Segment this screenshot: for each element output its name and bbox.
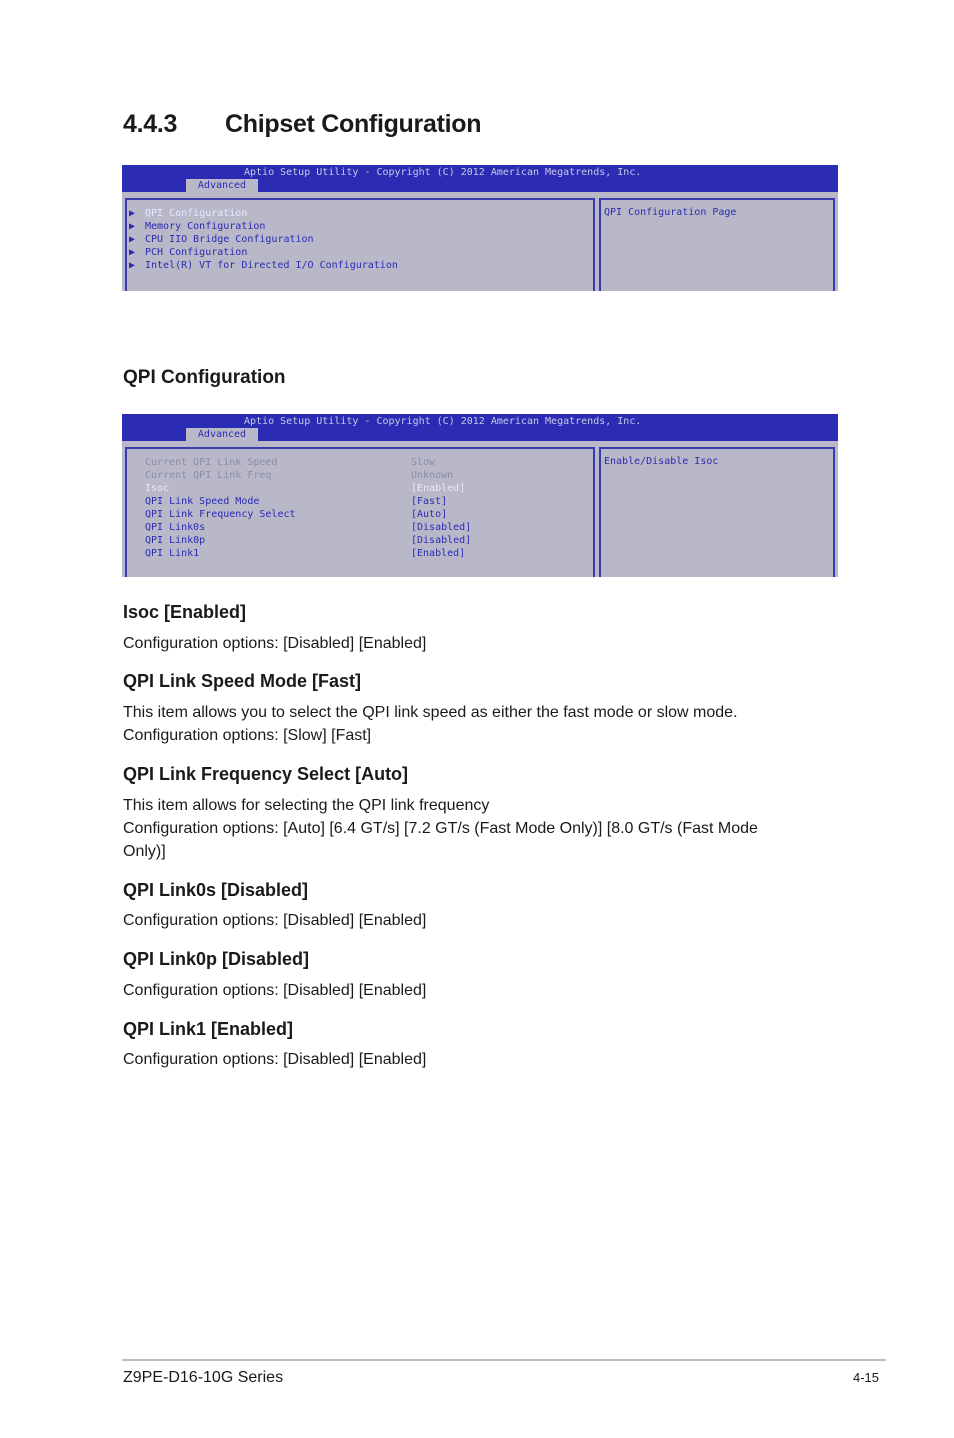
item-text-line: Only)] <box>123 843 166 860</box>
item-text-link-speed-mode <box>123 701 823 747</box>
footer-divider <box>122 1359 886 1361</box>
item-text-line: Configuration options: [Disabled] [Enabled] <box>123 1051 427 1068</box>
item-text-line: Configuration options: [Slow] [Fast] <box>123 727 372 744</box>
item-text-link-frequency-select <box>123 794 823 863</box>
item-text-line: This item allows you to select the QPI link speed as either the fast mode or slow mode. <box>123 704 738 721</box>
bios-utility-title: Aptio Setup Utility - Copyright (C) 2012 American Megatrends, Inc. <box>244 416 642 427</box>
item-text-line: Configuration options: [Disabled] [Enabled] <box>123 635 427 652</box>
bios-help-text: QPI Configuration Page <box>604 207 737 218</box>
bios-row-link-frequency-select[interactable]: QPI Link Frequency Select [Auto] <box>145 509 448 520</box>
bios-help-text: Enable/Disable Isoc <box>604 456 719 467</box>
bios-settings-list <box>145 456 471 560</box>
bios-help-pane <box>599 198 835 291</box>
bios-row-link-speed-mode[interactable]: QPI Link Speed Mode [Fast] <box>145 496 448 507</box>
item-heading-isoc: Isoc [Enabled] <box>123 602 247 622</box>
bios-menu-list <box>129 207 398 272</box>
bios-tab-advanced[interactable]: Advanced <box>186 428 258 441</box>
item-text-line: Configuration options: [Auto] [6.4 GT/s] [7.2 GT/s (Fast Mode Only)] [8.0 GT/s (Fast Mode <box>123 820 758 837</box>
section-title: Chipset Configuration <box>225 110 482 138</box>
bios-row-current-link-freq: Current QPI Link Freq Unknown <box>145 470 454 481</box>
bios-main-pane <box>125 447 595 577</box>
item-text-link0s <box>123 909 823 932</box>
submenu-arrow-icon: ▶ <box>129 247 136 258</box>
bios-menu-item-qpi[interactable]: ▶ QPI Configuration <box>129 208 248 219</box>
bios-row-link1[interactable]: QPI Link1 [Enabled] <box>145 548 466 559</box>
bios-row-isoc[interactable]: Isoc [Enabled] <box>145 483 466 494</box>
bios-menu-item-vtd[interactable]: ▶ Intel(R) VT for Directed I/O Configuration <box>129 260 398 271</box>
item-text-isoc <box>123 632 823 655</box>
item-text-line: Configuration options: [Disabled] [Enabled] <box>123 982 427 999</box>
bios-screenshot-qpi-configuration <box>122 414 838 577</box>
bios-screenshot-advanced-menu <box>122 165 838 291</box>
bios-title-bar <box>122 414 838 441</box>
item-heading-link0s: QPI Link0s [Disabled] <box>123 880 309 900</box>
bios-menu-item-cpu-iio[interactable]: ▶ CPU IIO Bridge Configuration <box>129 234 314 245</box>
bios-main-pane <box>125 198 595 291</box>
bios-menu-item-pch[interactable]: ▶ PCH Configuration <box>129 247 248 258</box>
bios-row-link0p[interactable]: QPI Link0p [Disabled] <box>145 535 472 546</box>
item-heading-link1: QPI Link1 [Enabled] <box>123 1019 294 1039</box>
item-heading-link0p: QPI Link0p [Disabled] <box>123 949 310 969</box>
bios-help-pane <box>599 447 835 577</box>
item-heading-link-frequency-select: QPI Link Frequency Select [Auto] <box>123 764 409 784</box>
section-heading <box>123 110 481 139</box>
footer-page-number: 4-15 <box>853 1370 880 1385</box>
item-heading-link-speed-mode: QPI Link Speed Mode [Fast] <box>123 671 362 691</box>
item-text-link1 <box>123 1048 823 1071</box>
bios-title-bar <box>122 165 838 192</box>
submenu-arrow-icon: ▶ <box>129 221 136 232</box>
bios-row-link0s[interactable]: QPI Link0s [Disabled] <box>145 522 472 533</box>
item-text-link0p <box>123 979 823 1002</box>
item-text-line: This item allows for selecting the QPI link frequency <box>123 797 490 814</box>
bios-row-current-link-speed: Current QPI Link Speed Slow <box>145 457 436 468</box>
bios-tab-advanced[interactable]: Advanced <box>186 179 258 192</box>
subsection-heading: QPI Configuration <box>123 367 286 388</box>
submenu-arrow-icon: ▶ <box>129 260 136 271</box>
item-text-line: Configuration options: [Disabled] [Enabled] <box>123 912 427 929</box>
submenu-arrow-icon: ▶ <box>129 208 136 219</box>
bios-menu-item-memory[interactable]: ▶ Memory Configuration <box>129 221 266 232</box>
submenu-arrow-icon: ▶ <box>129 234 136 245</box>
section-number: 4.4.3 <box>123 110 178 138</box>
bios-utility-title: Aptio Setup Utility - Copyright (C) 2012 American Megatrends, Inc. <box>244 167 642 178</box>
footer-product-name: Z9PE-D16-10G Series <box>123 1369 284 1386</box>
